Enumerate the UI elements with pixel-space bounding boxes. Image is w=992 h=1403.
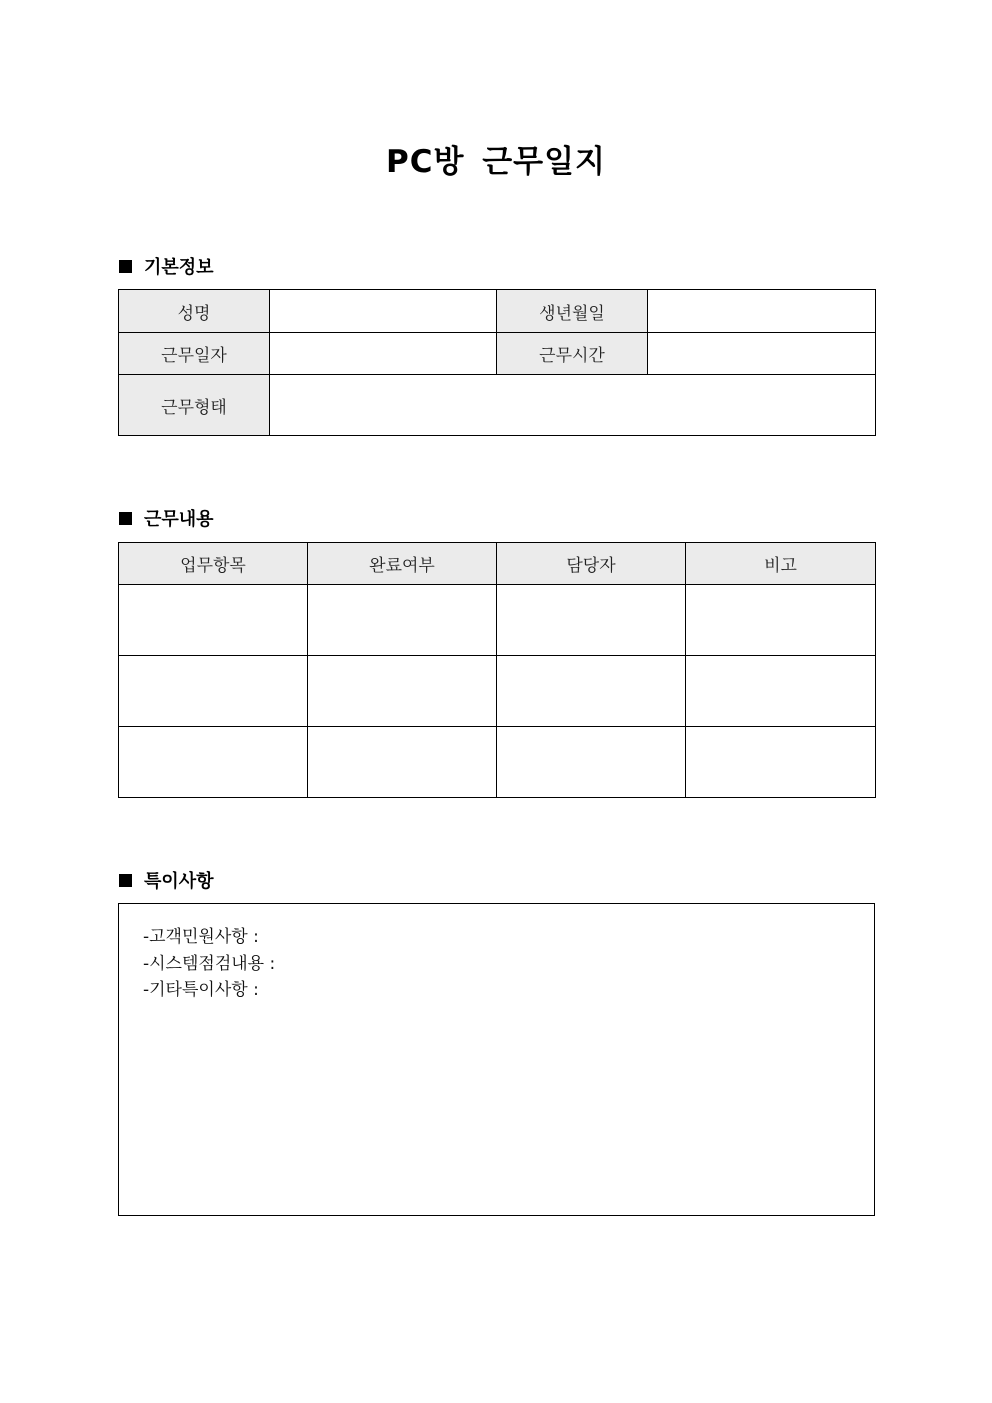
task-cell[interactable] xyxy=(119,585,308,656)
work-type-label: 근무형태 xyxy=(119,375,270,436)
column-header-completion: 완료여부 xyxy=(308,543,497,585)
note-cell[interactable] xyxy=(686,585,876,656)
work-date-field[interactable] xyxy=(270,333,497,375)
note-cell[interactable] xyxy=(686,656,876,727)
page-title: PC방 근무일지 xyxy=(386,144,606,180)
section-heading-label: 근무내용 xyxy=(144,509,214,530)
section-heading-work-content xyxy=(119,505,214,531)
note-cell[interactable] xyxy=(686,727,876,798)
table-row xyxy=(119,727,876,798)
section-heading-label: 기본정보 xyxy=(144,257,214,278)
work-hours-field[interactable] xyxy=(648,333,876,375)
square-bullet-icon xyxy=(119,874,132,887)
work-content-table xyxy=(118,542,876,798)
work-type-field[interactable] xyxy=(270,375,876,436)
column-header-note: 비고 xyxy=(686,543,876,585)
birthdate-field[interactable] xyxy=(648,290,876,333)
name-label: 성명 xyxy=(119,290,270,333)
table-row xyxy=(119,333,876,375)
table-row xyxy=(119,375,876,436)
birthdate-label: 생년월일 xyxy=(497,290,648,333)
task-cell[interactable] xyxy=(119,727,308,798)
column-header-task: 업무항목 xyxy=(119,543,308,585)
completion-cell[interactable] xyxy=(308,585,497,656)
assignee-cell[interactable] xyxy=(497,585,686,656)
table-row xyxy=(119,585,876,656)
system-check-line: -시스템점검내용 : xyxy=(143,953,276,974)
remarks-box[interactable] xyxy=(118,903,875,1216)
work-hours-label: 근무시간 xyxy=(497,333,648,375)
section-heading-label: 특이사항 xyxy=(144,871,214,892)
table-row xyxy=(119,290,876,333)
assignee-cell[interactable] xyxy=(497,727,686,798)
column-header-assignee: 담당자 xyxy=(497,543,686,585)
square-bullet-icon xyxy=(119,260,132,273)
completion-cell[interactable] xyxy=(308,656,497,727)
work-date-label: 근무일자 xyxy=(119,333,270,375)
section-heading-remarks xyxy=(119,867,214,893)
assignee-cell[interactable] xyxy=(497,656,686,727)
table-header-row xyxy=(119,543,876,585)
task-cell[interactable] xyxy=(119,656,308,727)
customer-complaint-line: -고객민원사항 : xyxy=(143,927,259,947)
remarks-lines xyxy=(143,924,275,1004)
section-heading-basic-info xyxy=(119,253,214,279)
other-remarks-line: -기타특이사항 : xyxy=(143,980,259,1000)
table-row xyxy=(119,656,876,727)
name-field[interactable] xyxy=(270,290,497,333)
completion-cell[interactable] xyxy=(308,727,497,798)
basic-info-table xyxy=(118,289,876,436)
square-bullet-icon xyxy=(119,512,132,525)
